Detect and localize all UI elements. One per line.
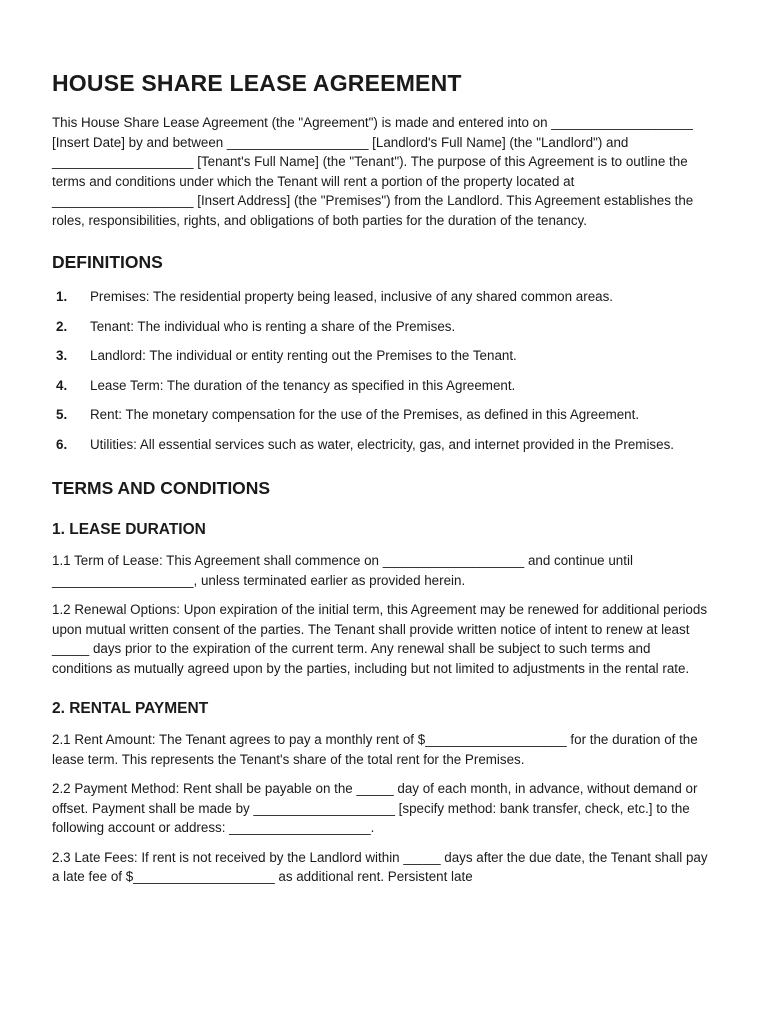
list-item [52, 317, 712, 337]
payment-method-paragraph: 2.2 Payment Method: Rent shall be payable on the _____ day of each month, in advance, without demand or offset. Payment shall be made by ___________________ [specify method: bank transfer, check, etc.] to the following account or address: ___________________. [52, 781, 698, 835]
list-number: 5. [56, 407, 68, 422]
renewal-options-paragraph: 1.2 Renewal Options: Upon expiration of the initial term, this Agreement may be renewed for additional periods upon mutual written consent of the parties. The Tenant shall provide written notice of intent to renew at least _____ days prior to the expiration of the current term. Any renewal shall be subject to such terms and conditions as mutually agreed upon by the parties, including but not limited to adjustments in the rental rate. [52, 602, 708, 676]
list-number: 1. [56, 289, 68, 304]
list-text: Tenant: The individual who is renting a share of the Premises. [90, 318, 456, 334]
document-page [52, 70, 712, 897]
list-item [52, 376, 712, 396]
list-number: 3. [56, 348, 68, 363]
list-text: Rent: The monetary compensation for the use of the Premises, as defined in this Agreement. [90, 407, 640, 422]
definitions-list [52, 287, 712, 454]
list-number: 2. [56, 318, 68, 334]
terms-heading: TERMS AND CONDITIONS [52, 478, 271, 498]
list-text: Lease Term: The duration of the tenancy as specified in this Agreement. [90, 377, 516, 393]
lease-term-paragraph: 1.1 Term of Lease: This Agreement shall commence on ___________________ and continue until ___________________, unless terminated earlier as provided herein. [52, 553, 633, 588]
list-item [52, 287, 712, 307]
intro-paragraph: This House Share Lease Agreement (the "Agreement") is made and entered into on ___________________ [Insert Date] by and between ___________________ [Landlord's Full Name] (the "Landlord") and ___________________ [Tenant's Full Name] (the "Tenant"). The purpose of this Agreement is to outline the terms and conditions under which the Tenant will rent a portion of the property located at ___________________ [Insert Address] (the "Premises") from the Landlord. This Agreement establishes the roles, responsibilities, rights, and obligations of both parties for the duration of the tenancy. [52, 115, 694, 228]
rental-payment-heading: 2. RENTAL PAYMENT [52, 700, 209, 717]
list-text: Utilities: All essential services such as water, electricity, gas, and internet provided in the Premises. [90, 436, 674, 452]
late-fees-paragraph: 2.3 Late Fees: If rent is not received by the Landlord within _____ days after the due date, the Tenant shall pay a late fee of $___________________ as additional rent. Persistent late [52, 849, 708, 884]
list-item [52, 405, 712, 425]
rent-amount-paragraph: 2.1 Rent Amount: The Tenant agrees to pay a monthly rent of $___________________ for the duration of the lease term. This represents the Tenant's share of the total rent for the Premises. [52, 732, 698, 767]
definitions-heading: DEFINITIONS [52, 252, 163, 272]
list-number: 6. [56, 436, 68, 452]
list-item [52, 346, 712, 366]
list-text: Landlord: The individual or entity renting out the Premises to the Tenant. [90, 348, 517, 363]
list-number: 4. [56, 377, 68, 393]
lease-duration-heading: 1. LEASE DURATION [52, 521, 206, 538]
document-title: HOUSE SHARE LEASE AGREEMENT [52, 70, 462, 96]
list-text: Premises: The residential property being leased, inclusive of any shared common areas. [90, 289, 613, 304]
list-item [52, 435, 712, 455]
